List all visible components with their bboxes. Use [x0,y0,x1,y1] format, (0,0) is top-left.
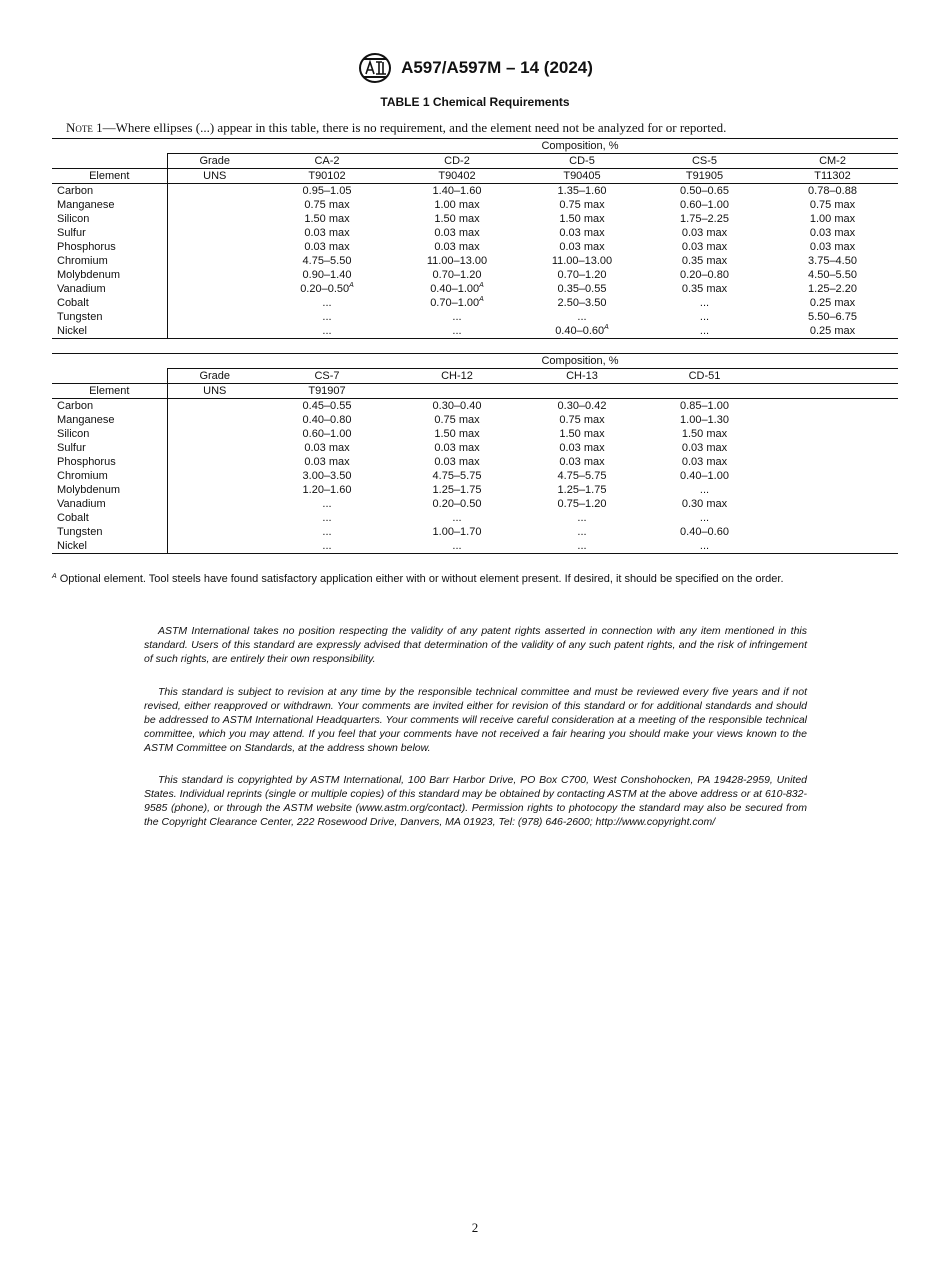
composition-value [767,427,898,441]
composition-value: 2.50–3.50 [557,297,607,309]
footnote-ref: A [479,296,484,303]
composition-value: 0.30–0.40 [432,400,482,412]
table-row [52,497,898,511]
composition-value: 1.00–1.70 [432,526,482,538]
copyright-paragraph [144,773,807,829]
grade-header: CS-7 [262,369,392,384]
table-row [52,254,898,268]
composition-value: 1.40–1.60 [432,185,482,197]
uns-number [767,384,898,399]
table-row [52,399,898,414]
composition-value [767,483,898,497]
composition-value: 0.03 max [304,456,350,468]
composition-value: 0.75 max [809,199,856,211]
composition-value: 0.75 max [559,414,605,426]
composition-value: ... [322,311,332,323]
uns-number [392,384,522,399]
composition-value: ... [322,512,332,524]
table-row [52,198,898,212]
composition-value: $0.70-1.00^A$ [430,296,484,309]
composition-value: ... [322,297,332,309]
table-row [52,413,898,427]
composition-value: 1.20–1.60 [302,484,352,496]
element-name: Manganese [57,414,115,426]
grade-header [767,369,898,384]
composition-value: 0.25 max [809,297,856,309]
composition-value: 0.40–0.80 [302,414,352,426]
uns-label: UNS [167,384,262,399]
composition-value: 0.03 max [681,227,728,239]
element-name: Manganese [57,199,115,211]
element-name: Sulfur [57,442,86,454]
composition-value: $0.20-0.50^A$ [300,282,354,295]
copyright-text: This standard is copyrighted by ASTM International, 100 Barr Harbor Drive, PO Box C700, West Conshohocken, PA 19428-2959, United States. Individual reprints (single or multiple copies) of this standard may be obtained by contacting ASTM at the above address or at 610-832-9585 (phone), or through the ASTM website (www.astm.org/contact). Permission rights to photocopy the standard may also be secured from the Copyright Clearance Center, 222 Rosewood Drive, Danvers, MA 01923, Tel: (978) 646-2600; http://www.copyright.com/ [144,774,807,828]
uns-number: T91907 [262,384,392,399]
composition-value [767,539,898,554]
composition-value: 4.50–5.50 [808,269,857,281]
composition-value: 1.35–1.60 [557,185,607,197]
composition-value: 0.45–0.55 [302,400,352,412]
table-row [52,310,898,324]
element-name: Carbon [57,400,94,412]
composition-value: 0.03 max [434,241,480,253]
footnote-mark: A [52,573,57,580]
composition-value: 1.00 max [809,213,856,225]
element-name: Vanadium [57,498,106,510]
composition-value [767,469,898,483]
composition-value: $0.40-1.00^A$ [430,282,484,295]
element-name: Tungsten [57,311,103,323]
chemical-table-1 [52,138,898,339]
table-row [52,296,898,310]
element-name: Phosphorus [57,241,116,253]
note-text: 1—Where ellipses (...) appear in this table, there is no requirement, and the element need not be analyzed for or reported. [92,120,727,135]
composition-value: 1.50 max [559,428,605,440]
composition-value: 1.25–2.20 [808,283,857,295]
composition-value: 0.50–0.65 [680,185,729,197]
table-row [52,525,898,539]
grade-header: CD-2 [392,154,522,169]
element-name: Silicon [57,428,90,440]
composition-value: 0.75 max [559,199,605,211]
element-name: Cobalt [57,512,89,524]
composition-value: 0.40–1.00 [680,470,729,482]
element-header: Element [52,169,167,184]
composition-value: 1.50 max [304,213,350,225]
composition-value: 3.75–4.50 [808,255,857,267]
composition-value: 0.30 max [681,498,728,510]
composition-value: 0.25 max [767,324,898,339]
composition-value: 0.70–1.20 [557,269,607,281]
composition-value: ... [577,512,587,524]
grade-header: CH-13 [522,369,642,384]
composition-value: 0.03 max [681,241,728,253]
element-name: Molybdenum [57,484,120,496]
composition-header: Composition, % [262,139,898,154]
composition-value [767,455,898,469]
table-row [52,184,898,199]
composition-value: 0.40–0.60 [680,526,729,538]
composition-value: ... [699,484,710,496]
revision-text: This standard is subject to revision at any time by the responsible technical committee and must be reviewed every five years and if not revised, either reapproved or withdrawn. Your comments are invited either for revision of this standard or for additional standards and should be addressed to ASTM International Headquarters. Your comments will receive careful consideration at a meeting of the responsible technical committee, which you may attend. If you feel that your comments have not received a fair hearing you should make your views known to the ASTM Committee on Standards, at the address shown below. [144,686,807,754]
footnote-text: Optional element. Tool steels have found satisfactory application either with or without element present. If desired, it should be specified on the order. [56,573,784,585]
table-row [52,511,898,525]
composition-value: ... [522,539,642,554]
composition-value: 0.60–1.00 [680,199,729,211]
grade-header: CM-2 [767,154,898,169]
composition-value: ... [262,324,392,339]
element-name: Sulfur [57,227,86,239]
composition-value: 0.60–1.00 [302,428,352,440]
page-header [0,52,950,84]
composition-value: 0.78–0.88 [808,185,857,197]
footnote-ref: A [479,282,484,289]
page-number: 2 [471,1220,479,1235]
element-name: Silicon [57,213,90,225]
element-name: Nickel [52,539,167,554]
patent-paragraph [144,624,807,666]
composition-value: 0.75–1.20 [557,498,607,510]
composition-value: 0.03 max [559,442,605,454]
element-name: Nickel [52,324,167,339]
composition-value: 0.85–1.00 [680,400,729,412]
revision-paragraph [144,685,807,755]
element-header: Element [52,384,167,399]
element-name: Carbon [57,185,94,197]
composition-value: $0.40-0.60^A$ [522,324,642,339]
element-name: Molybdenum [57,269,120,281]
composition-value: 0.03 max [434,456,480,468]
uns-number: T11302 [767,169,898,184]
element-name: Phosphorus [57,456,116,468]
composition-value: ... [322,498,332,510]
composition-value: ... [699,297,710,309]
composition-value [767,497,898,511]
composition-value: 0.03 max [809,227,856,239]
uns-number: T90402 [392,169,522,184]
element-name: Vanadium [57,283,106,295]
composition-value: 0.03 max [304,241,350,253]
composition-value: ... [392,324,522,339]
composition-value: 11.00–13.00 [426,255,488,267]
composition-value: 4.75–5.50 [302,255,352,267]
composition-value: 0.20–0.80 [680,269,729,281]
composition-value: ... [577,311,587,323]
table-footnote [52,573,784,585]
composition-value: 1.25–1.75 [432,484,482,496]
composition-value: 0.03 max [681,456,728,468]
table-row [52,483,898,497]
grade-label: Grade [167,369,262,384]
composition-value: ... [322,526,332,538]
element-name: Tungsten [57,526,103,538]
table-row [52,441,898,455]
composition-value: ... [577,526,587,538]
uns-number: T90405 [522,169,642,184]
composition-value: 11.00–13.00 [551,255,613,267]
grade-header: CA-2 [262,154,392,169]
composition-value: 0.03 max [559,456,605,468]
composition-value: 0.75 max [304,199,350,211]
uns-label: UNS [167,169,262,184]
grade-header: CH-12 [392,369,522,384]
table-row [52,455,898,469]
composition-value: 1.00 max [434,199,480,211]
composition-header: Composition, % [262,354,898,369]
astm-logo-icon [357,52,393,84]
composition-value: 0.35–0.55 [557,283,607,295]
note-label: Note [66,120,93,135]
grade-header: CS-5 [642,154,767,169]
composition-value: 5.50–6.75 [808,311,857,323]
footnote-ref: A [604,324,609,331]
composition-value: ... [642,324,767,339]
uns-number [522,384,642,399]
composition-value: 0.95–1.05 [302,185,352,197]
uns-number [642,384,767,399]
composition-value: 0.35 max [681,255,728,267]
composition-value [767,413,898,427]
composition-value: 3.00–3.50 [302,470,352,482]
composition-value: 1.50 max [559,213,605,225]
table-title: TABLE 1 Chemical Requirements [380,95,570,109]
composition-value: 4.75–5.75 [557,470,607,482]
composition-value: ... [699,311,710,323]
uns-number: T91905 [642,169,767,184]
composition-value: ... [452,311,462,323]
composition-value: 0.90–1.40 [302,269,352,281]
composition-value [767,441,898,455]
element-name: Chromium [57,470,108,482]
composition-value [767,525,898,539]
element-name: Cobalt [57,297,89,309]
table-row [52,324,898,339]
table-row [52,240,898,254]
table-row [52,268,898,282]
composition-value: 1.50 max [434,213,480,225]
composition-value: 0.30–0.42 [557,400,607,412]
composition-value: 0.70–1.20 [432,269,482,281]
standard-designation: A597/A597M – 14 (2024) [401,58,593,77]
composition-value: 0.03 max [809,241,856,253]
table-row [52,226,898,240]
grade-label: Grade [167,154,262,169]
chemical-table-2 [52,353,898,554]
grade-header: CD-51 [642,369,767,384]
table-note [66,120,906,136]
composition-value: ... [699,512,710,524]
composition-value: ... [642,539,767,554]
table-row [52,212,898,226]
composition-value [767,511,898,525]
composition-value: 0.03 max [559,241,605,253]
table-row [52,469,898,483]
composition-value: 0.03 max [304,442,350,454]
composition-value: 0.35 max [681,283,728,295]
grade-header: CD-5 [522,154,642,169]
composition-value: ... [392,539,522,554]
table-row [52,427,898,441]
composition-value: 0.03 max [304,227,350,239]
patent-text: ASTM International takes no position respecting the validity of any patent rights asserted in connection with any item mentioned in this standard. Users of this standard are expressly advised that determination of the validity of any such patent rights, and the risk of infringement of such rights, are entirely their own responsibility. [144,625,807,665]
composition-value: 0.03 max [559,227,605,239]
table-row [52,282,898,296]
composition-value: 0.03 max [681,442,728,454]
composition-value: 0.03 max [434,227,480,239]
element-name: Chromium [57,255,108,267]
composition-value: 1.00–1.30 [680,414,729,426]
composition-value: 0.75 max [434,414,480,426]
composition-value: 4.75–5.75 [432,470,482,482]
composition-value: 0.20–0.50 [432,498,482,510]
composition-value: 0.03 max [434,442,480,454]
composition-value: 1.25–1.75 [557,484,607,496]
composition-value: ... [262,539,392,554]
composition-value [767,399,898,414]
footnote-ref: A [349,282,354,289]
composition-value: ... [452,512,462,524]
composition-value: 1.50 max [681,428,728,440]
table-row [52,539,898,554]
composition-value: 1.50 max [434,428,480,440]
uns-number: T90102 [262,169,392,184]
composition-value: 1.75–2.25 [680,213,729,225]
